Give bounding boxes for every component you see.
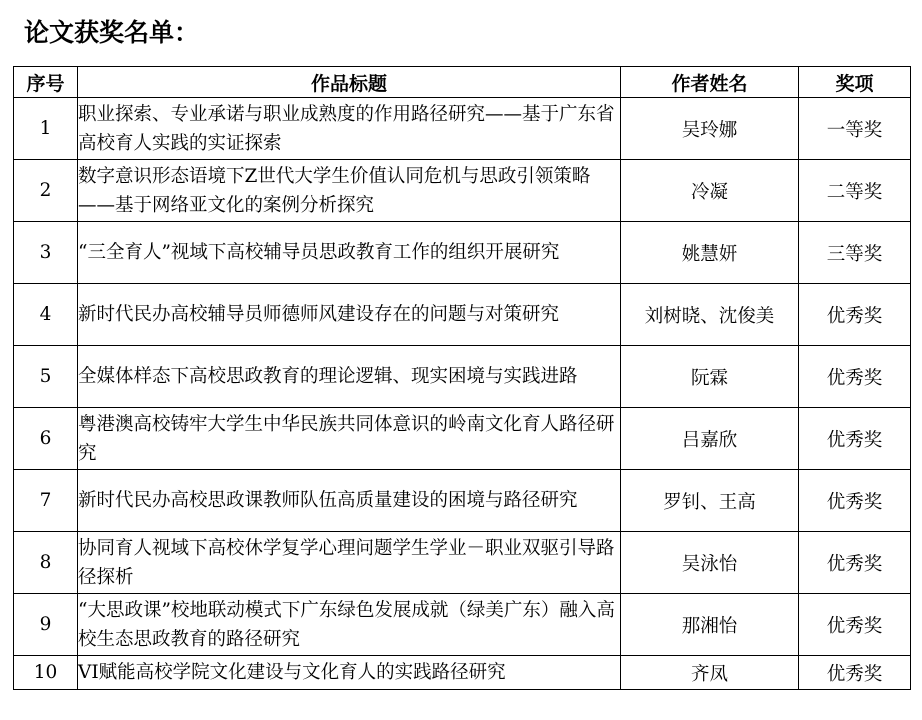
- cell-author: 冷凝: [621, 160, 799, 222]
- cell-no: 5: [14, 346, 78, 408]
- table-row: [14, 284, 911, 346]
- cell-title: 全媒体样态下高校思政教育的理论逻辑、现实困境与实践进路: [78, 346, 621, 408]
- cell-award: 优秀奖: [799, 532, 911, 594]
- cell-title: “三全育人”视域下高校辅导员思政教育工作的组织开展研究: [78, 222, 621, 284]
- cell-no: 1: [14, 98, 78, 160]
- cell-award: 三等奖: [799, 222, 911, 284]
- cell-author: 那湘怡: [621, 594, 799, 656]
- cell-author: 刘树晓、沈俊美: [621, 284, 799, 346]
- header-title: 作品标题: [78, 67, 621, 98]
- cell-no: 6: [14, 408, 78, 470]
- cell-award: 优秀奖: [799, 594, 911, 656]
- cell-title: “大思政课”校地联动模式下广东绿色发展成就（绿美广东）融入高校生态思政教育的路径研究: [78, 594, 621, 656]
- cell-title: VI赋能高校学院文化建设与文化育人的实践路径研究: [78, 656, 621, 690]
- cell-award: 优秀奖: [799, 470, 911, 532]
- cell-author: 吴泳怡: [621, 532, 799, 594]
- cell-title: 职业探索、专业承诺与职业成熟度的作用路径研究——基于广东省高校育人实践的实证探索: [78, 98, 621, 160]
- header-author: 作者姓名: [621, 67, 799, 98]
- header-no: 序号: [14, 67, 78, 98]
- cell-author: 齐凤: [621, 656, 799, 690]
- cell-author: 吴玲娜: [621, 98, 799, 160]
- table-header-row: [14, 67, 911, 98]
- cell-award: 优秀奖: [799, 284, 911, 346]
- page-title: 论文获奖名单：: [24, 18, 200, 47]
- cell-no: 9: [14, 594, 78, 656]
- cell-award: 优秀奖: [799, 656, 911, 690]
- header-award: 奖项: [799, 67, 911, 98]
- cell-award: 优秀奖: [799, 408, 911, 470]
- awards-table: [13, 66, 911, 690]
- table-row: [14, 470, 911, 532]
- cell-no: 7: [14, 470, 78, 532]
- cell-title: 协同育人视域下高校休学复学心理问题学生学业－职业双驱引导路径探析: [78, 532, 621, 594]
- cell-award: 优秀奖: [799, 346, 911, 408]
- cell-title: 新时代民办高校思政课教师队伍高质量建设的困境与路径研究: [78, 470, 621, 532]
- table-row: [14, 656, 911, 690]
- cell-award: 二等奖: [799, 160, 911, 222]
- table-row: [14, 222, 911, 284]
- table-row: [14, 346, 911, 408]
- cell-no: 10: [14, 656, 78, 690]
- table-row: [14, 408, 911, 470]
- cell-title: 粤港澳高校铸牢大学生中华民族共同体意识的岭南文化育人路径研究: [78, 408, 621, 470]
- cell-author: 罗钊、王高: [621, 470, 799, 532]
- cell-title: 新时代民办高校辅导员师德师风建设存在的问题与对策研究: [78, 284, 621, 346]
- cell-author: 阮霖: [621, 346, 799, 408]
- table-row: [14, 532, 911, 594]
- cell-title: 数字意识形态语境下Z世代大学生价值认同危机与思政引领策略——基于网络亚文化的案例分析探究: [78, 160, 621, 222]
- cell-author: 吕嘉欣: [621, 408, 799, 470]
- cell-no: 8: [14, 532, 78, 594]
- cell-author: 姚慧妍: [621, 222, 799, 284]
- cell-no: 3: [14, 222, 78, 284]
- cell-no: 2: [14, 160, 78, 222]
- table-row: [14, 594, 911, 656]
- cell-no: 4: [14, 284, 78, 346]
- cell-award: 一等奖: [799, 98, 911, 160]
- table-row: [14, 98, 911, 160]
- table-row: [14, 160, 911, 222]
